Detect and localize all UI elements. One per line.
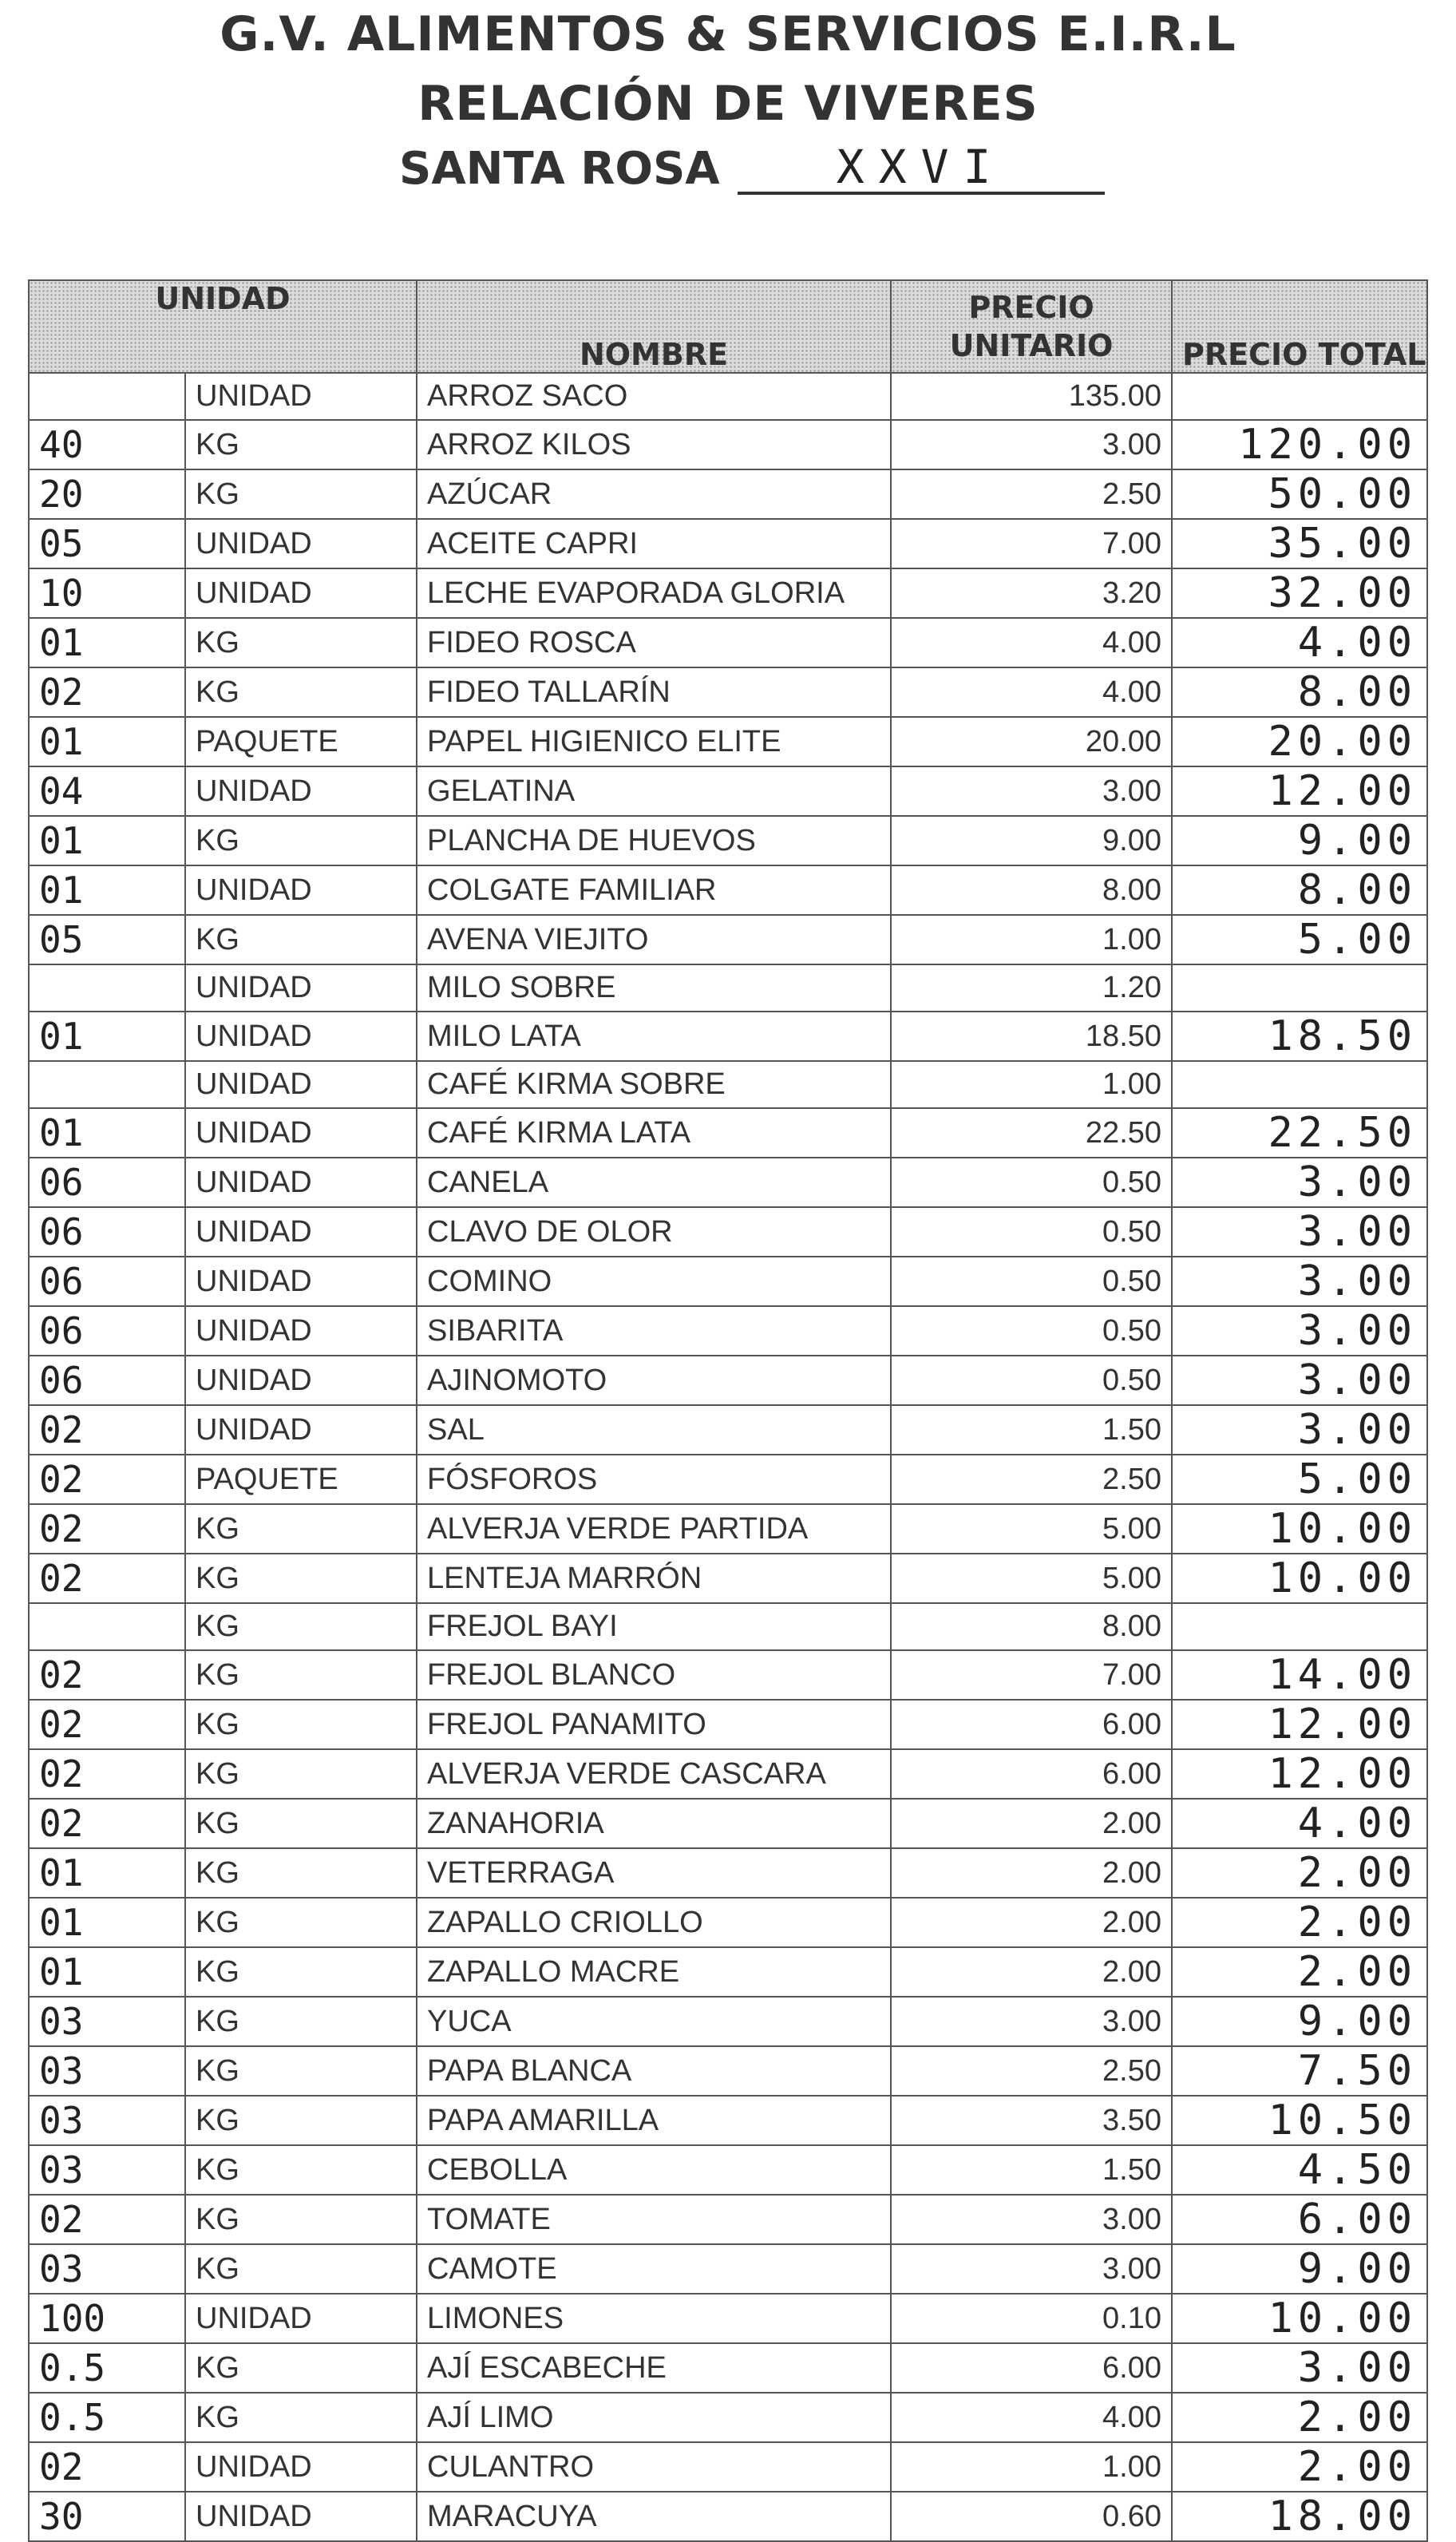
quantity-cell: 30: [29, 2492, 185, 2541]
quantity-cell: 0.5: [29, 2393, 185, 2442]
product-name-cell: CULANTRO: [417, 2442, 891, 2492]
table-row: [29, 2244, 1427, 2294]
unit-price-cell: 2.50: [891, 469, 1172, 519]
unit-cell: UNIDAD: [185, 1356, 417, 1405]
table-row: [29, 1405, 1427, 1455]
column-header-nombre: NOMBRE: [417, 280, 891, 373]
table-row: [29, 1207, 1427, 1257]
quantity-cell: 01: [29, 1898, 185, 1947]
total-price-cell: 12.00: [1172, 766, 1427, 816]
total-price-cell: 2.00: [1172, 1898, 1427, 1947]
table-row: [29, 667, 1427, 717]
unit-cell: UNIDAD: [185, 1061, 417, 1108]
product-name-cell: CEBOLLA: [417, 2145, 891, 2195]
unit-price-cell: 6.00: [891, 1700, 1172, 1749]
unit-cell: KG: [185, 420, 417, 469]
product-name-cell: LECHE EVAPORADA GLORIA: [417, 568, 891, 618]
table-body: [29, 373, 1427, 2541]
total-price-cell: 10.00: [1172, 1554, 1427, 1603]
total-price-cell: 3.00: [1172, 1158, 1427, 1207]
total-price-cell: 35.00: [1172, 519, 1427, 568]
product-name-cell: FREJOL PANAMITO: [417, 1700, 891, 1749]
unit-price-cell: 4.00: [891, 667, 1172, 717]
unit-price-cell: 0.50: [891, 1257, 1172, 1306]
unit-cell: UNIDAD: [185, 1108, 417, 1158]
location-value: XXVI: [738, 142, 1105, 195]
table-row: [29, 2393, 1427, 2442]
product-name-cell: CANELA: [417, 1158, 891, 1207]
product-name-cell: FIDEO TALLARÍN: [417, 667, 891, 717]
table-row: [29, 2442, 1427, 2492]
unit-cell: KG: [185, 2195, 417, 2244]
quantity-cell: 02: [29, 1700, 185, 1749]
table-header-row: [29, 280, 1427, 373]
product-name-cell: ARROZ SACO: [417, 373, 891, 420]
product-name-cell: FREJOL BLANCO: [417, 1650, 891, 1700]
table-row: [29, 2343, 1427, 2393]
unit-cell: KG: [185, 2393, 417, 2442]
unit-price-cell: 2.50: [891, 2046, 1172, 2096]
unit-cell: KG: [185, 2343, 417, 2393]
total-price-cell: 8.00: [1172, 667, 1427, 717]
table-row: [29, 420, 1427, 469]
quantity-cell: 40: [29, 420, 185, 469]
unit-price-cell: 2.50: [891, 1455, 1172, 1504]
unit-cell: UNIDAD: [185, 1207, 417, 1257]
product-name-cell: ZAPALLO CRIOLLO: [417, 1898, 891, 1947]
table-row: [29, 2195, 1427, 2244]
product-name-cell: AJÍ ESCABECHE: [417, 2343, 891, 2393]
table-row: [29, 568, 1427, 618]
total-price-cell: 9.00: [1172, 2244, 1427, 2294]
total-price-cell: 4.00: [1172, 1799, 1427, 1848]
unit-price-cell: 0.10: [891, 2294, 1172, 2343]
unit-price-cell: 3.00: [891, 1997, 1172, 2046]
column-header-precio-total: PRECIO TOTAL: [1172, 280, 1427, 373]
product-name-cell: AJINOMOTO: [417, 1356, 891, 1405]
unit-price-cell: 4.00: [891, 618, 1172, 667]
quantity-cell: 01: [29, 865, 185, 915]
total-price-cell: 4.50: [1172, 2145, 1427, 2195]
table-row: [29, 816, 1427, 865]
product-name-cell: COMINO: [417, 1257, 891, 1306]
unit-cell: PAQUETE: [185, 717, 417, 766]
unit-cell: UNIDAD: [185, 1306, 417, 1356]
unit-price-cell: 3.00: [891, 766, 1172, 816]
product-name-cell: GELATINA: [417, 766, 891, 816]
location-label: SANTA ROSA: [399, 143, 720, 195]
column-header-unidad: UNIDAD: [29, 280, 417, 373]
unit-cell: KG: [185, 2096, 417, 2145]
unit-price-cell: 0.50: [891, 1306, 1172, 1356]
company-name: G.V. ALIMENTOS & SERVICIOS E.I.R.L: [220, 6, 1236, 62]
quantity-cell: 03: [29, 2046, 185, 2096]
table-row: [29, 469, 1427, 519]
product-name-cell: PAPEL HIGIENICO ELITE: [417, 717, 891, 766]
product-name-cell: CAMOTE: [417, 2244, 891, 2294]
table-row: [29, 1749, 1427, 1799]
total-price-cell: 120.00: [1172, 420, 1427, 469]
total-price-cell: 14.00: [1172, 1650, 1427, 1700]
unit-cell: PAQUETE: [185, 1455, 417, 1504]
unit-cell: KG: [185, 1650, 417, 1700]
unit-cell: KG: [185, 2145, 417, 2195]
unit-price-cell: 22.50: [891, 1108, 1172, 1158]
table-row: [29, 2145, 1427, 2195]
unit-price-cell: 5.00: [891, 1504, 1172, 1554]
total-price-cell: 2.00: [1172, 1848, 1427, 1898]
unit-cell: UNIDAD: [185, 2492, 417, 2541]
total-price-cell: 18.00: [1172, 2492, 1427, 2541]
unit-price-cell: 6.00: [891, 2343, 1172, 2393]
quantity-cell: 02: [29, 667, 185, 717]
unit-price-cell: 2.00: [891, 1799, 1172, 1848]
quantity-cell: 05: [29, 519, 185, 568]
unit-cell: KG: [185, 2244, 417, 2294]
quantity-cell: 02: [29, 1749, 185, 1799]
quantity-cell: [29, 1061, 185, 1108]
product-name-cell: ACEITE CAPRI: [417, 519, 891, 568]
quantity-cell: [29, 373, 185, 420]
table-row: [29, 1158, 1427, 1207]
total-price-cell: 8.00: [1172, 865, 1427, 915]
product-name-cell: MILO SOBRE: [417, 964, 891, 1012]
unit-price-cell: 7.00: [891, 1650, 1172, 1700]
unit-cell: KG: [185, 1898, 417, 1947]
total-price-cell: 18.50: [1172, 1012, 1427, 1061]
table-row: [29, 717, 1427, 766]
table-row: [29, 1108, 1427, 1158]
unit-cell: UNIDAD: [185, 2442, 417, 2492]
product-name-cell: ALVERJA VERDE PARTIDA: [417, 1504, 891, 1554]
product-name-cell: AZÚCAR: [417, 469, 891, 519]
unit-price-cell: 5.00: [891, 1554, 1172, 1603]
table-row: [29, 2294, 1427, 2343]
product-name-cell: MILO LATA: [417, 1012, 891, 1061]
quantity-cell: 02: [29, 1554, 185, 1603]
quantity-cell: 01: [29, 618, 185, 667]
quantity-cell: 06: [29, 1306, 185, 1356]
unit-cell: KG: [185, 1997, 417, 2046]
total-price-cell: 3.00: [1172, 1405, 1427, 1455]
total-price-cell: 6.00: [1172, 2195, 1427, 2244]
unit-price-cell: 18.50: [891, 1012, 1172, 1061]
total-price-cell: 9.00: [1172, 1997, 1427, 2046]
unit-price-cell: 20.00: [891, 717, 1172, 766]
quantity-cell: 05: [29, 915, 185, 964]
unit-cell: KG: [185, 2046, 417, 2096]
unit-price-cell: 8.00: [891, 1603, 1172, 1650]
quantity-cell: 02: [29, 1455, 185, 1504]
unit-price-cell: 0.60: [891, 2492, 1172, 2541]
unit-cell: UNIDAD: [185, 865, 417, 915]
total-price-cell: 3.00: [1172, 1207, 1427, 1257]
quantity-cell: 01: [29, 1848, 185, 1898]
unit-cell: UNIDAD: [185, 1012, 417, 1061]
quantity-cell: 100: [29, 2294, 185, 2343]
unit-price-cell: 3.00: [891, 420, 1172, 469]
quantity-cell: 03: [29, 2244, 185, 2294]
product-name-cell: AJÍ LIMO: [417, 2393, 891, 2442]
location-line: [399, 142, 1105, 195]
total-price-cell: 22.50: [1172, 1108, 1427, 1158]
product-name-cell: LIMONES: [417, 2294, 891, 2343]
quantity-cell: 01: [29, 1108, 185, 1158]
product-name-cell: TOMATE: [417, 2195, 891, 2244]
total-price-cell: 10.00: [1172, 1504, 1427, 1554]
quantity-cell: 01: [29, 816, 185, 865]
column-header-precio-unitario: PRECIO UNITARIO: [891, 280, 1172, 373]
quantity-cell: 01: [29, 1947, 185, 1997]
unit-cell: KG: [185, 1504, 417, 1554]
quantity-cell: 01: [29, 1012, 185, 1061]
unit-cell: UNIDAD: [185, 1158, 417, 1207]
product-name-cell: CLAVO DE OLOR: [417, 1207, 891, 1257]
table-row: [29, 2492, 1427, 2541]
table-row: [29, 1306, 1427, 1356]
product-name-cell: ARROZ KILOS: [417, 420, 891, 469]
product-name-cell: AVENA VIEJITO: [417, 915, 891, 964]
unit-price-cell: 1.00: [891, 1061, 1172, 1108]
table-row: [29, 1012, 1427, 1061]
table-row: [29, 618, 1427, 667]
table-row: [29, 1848, 1427, 1898]
unit-cell: KG: [185, 618, 417, 667]
unit-cell: UNIDAD: [185, 766, 417, 816]
table-row: [29, 1799, 1427, 1848]
unit-price-cell: 3.00: [891, 2244, 1172, 2294]
total-price-cell: 4.00: [1172, 618, 1427, 667]
quantity-cell: 02: [29, 1405, 185, 1455]
unit-price-cell: 1.20: [891, 964, 1172, 1012]
total-price-cell: 10.00: [1172, 2294, 1427, 2343]
total-price-cell: 10.50: [1172, 2096, 1427, 2145]
table-row: [29, 766, 1427, 816]
unit-price-cell: 3.50: [891, 2096, 1172, 2145]
table-row: [29, 1997, 1427, 2046]
unit-cell: UNIDAD: [185, 2294, 417, 2343]
table-row: [29, 1947, 1427, 1997]
quantity-cell: [29, 1603, 185, 1650]
unit-price-cell: 135.00: [891, 373, 1172, 420]
product-name-cell: ZAPALLO MACRE: [417, 1947, 891, 1997]
total-price-cell: 2.00: [1172, 2393, 1427, 2442]
unit-cell: UNIDAD: [185, 519, 417, 568]
unit-price-cell: 1.50: [891, 1405, 1172, 1455]
unit-price-cell: 3.00: [891, 2195, 1172, 2244]
table-row: [29, 1603, 1427, 1650]
unit-cell: KG: [185, 1799, 417, 1848]
table-row: [29, 915, 1427, 964]
table-row: [29, 1650, 1427, 1700]
product-name-cell: PAPA AMARILLA: [417, 2096, 891, 2145]
quantity-cell: 02: [29, 1799, 185, 1848]
unit-cell: KG: [185, 1700, 417, 1749]
unit-price-cell: 0.50: [891, 1158, 1172, 1207]
unit-cell: KG: [185, 1947, 417, 1997]
total-price-cell: [1172, 373, 1427, 420]
product-name-cell: COLGATE FAMILIAR: [417, 865, 891, 915]
quantity-cell: [29, 964, 185, 1012]
unit-price-cell: 1.00: [891, 915, 1172, 964]
unit-cell: UNIDAD: [185, 373, 417, 420]
quantity-cell: 06: [29, 1158, 185, 1207]
total-price-cell: 5.00: [1172, 1455, 1427, 1504]
total-price-cell: 5.00: [1172, 915, 1427, 964]
unit-price-cell: 3.20: [891, 568, 1172, 618]
table-row: [29, 964, 1427, 1012]
product-name-cell: YUCA: [417, 1997, 891, 2046]
quantity-cell: 03: [29, 1997, 185, 2046]
product-name-cell: ALVERJA VERDE CASCARA: [417, 1749, 891, 1799]
product-name-cell: ZANAHORIA: [417, 1799, 891, 1848]
table-row: [29, 1898, 1427, 1947]
product-name-cell: PLANCHA DE HUEVOS: [417, 816, 891, 865]
unit-cell: UNIDAD: [185, 1257, 417, 1306]
total-price-cell: 3.00: [1172, 1257, 1427, 1306]
total-price-cell: 3.00: [1172, 1356, 1427, 1405]
total-price-cell: [1172, 1603, 1427, 1650]
product-name-cell: SAL: [417, 1405, 891, 1455]
unit-price-cell: 4.00: [891, 2393, 1172, 2442]
total-price-cell: 12.00: [1172, 1749, 1427, 1799]
product-name-cell: FÓSFOROS: [417, 1455, 891, 1504]
unit-price-cell: 2.00: [891, 1848, 1172, 1898]
quantity-cell: 03: [29, 2145, 185, 2195]
unit-cell: UNIDAD: [185, 568, 417, 618]
table-row: [29, 373, 1427, 420]
unit-price-cell: 2.00: [891, 1947, 1172, 1997]
quantity-cell: 02: [29, 2195, 185, 2244]
total-price-cell: 12.00: [1172, 1700, 1427, 1749]
table-row: [29, 2046, 1427, 2096]
product-name-cell: MARACUYA: [417, 2492, 891, 2541]
table-row: [29, 1554, 1427, 1603]
quantity-cell: 02: [29, 1650, 185, 1700]
product-name-cell: FIDEO ROSCA: [417, 618, 891, 667]
product-name-cell: VETERRAGA: [417, 1848, 891, 1898]
unit-cell: KG: [185, 1848, 417, 1898]
unit-cell: UNIDAD: [185, 964, 417, 1012]
total-price-cell: 3.00: [1172, 2343, 1427, 2393]
document-title: RELACIÓN DE VIVERES: [417, 76, 1039, 132]
quantity-cell: 06: [29, 1257, 185, 1306]
unit-price-cell: 9.00: [891, 816, 1172, 865]
quantity-cell: 10: [29, 568, 185, 618]
unit-price-cell: 1.00: [891, 2442, 1172, 2492]
quantity-cell: 04: [29, 766, 185, 816]
unit-price-cell: 0.50: [891, 1207, 1172, 1257]
total-price-cell: 2.00: [1172, 1947, 1427, 1997]
product-name-cell: PAPA BLANCA: [417, 2046, 891, 2096]
table-row: [29, 1504, 1427, 1554]
table-row: [29, 519, 1427, 568]
unit-price-cell: 1.50: [891, 2145, 1172, 2195]
unit-cell: KG: [185, 1603, 417, 1650]
unit-price-cell: 6.00: [891, 1749, 1172, 1799]
table-row: [29, 1700, 1427, 1749]
total-price-cell: 9.00: [1172, 816, 1427, 865]
total-price-cell: 50.00: [1172, 469, 1427, 519]
product-name-cell: FREJOL BAYI: [417, 1603, 891, 1650]
quantity-cell: 03: [29, 2096, 185, 2145]
unit-price-cell: 7.00: [891, 519, 1172, 568]
total-price-cell: 7.50: [1172, 2046, 1427, 2096]
product-name-cell: LENTEJA MARRÓN: [417, 1554, 891, 1603]
table-row: [29, 865, 1427, 915]
table-row: [29, 1257, 1427, 1306]
table-row: [29, 2096, 1427, 2145]
quantity-cell: 02: [29, 2442, 185, 2492]
table-row: [29, 1356, 1427, 1405]
total-price-cell: [1172, 1061, 1427, 1108]
total-price-cell: 2.00: [1172, 2442, 1427, 2492]
product-name-cell: SIBARITA: [417, 1306, 891, 1356]
product-name-cell: CAFÉ KIRMA SOBRE: [417, 1061, 891, 1108]
unit-price-cell: 8.00: [891, 865, 1172, 915]
total-price-cell: [1172, 964, 1427, 1012]
unit-cell: KG: [185, 915, 417, 964]
product-name-cell: CAFÉ KIRMA LATA: [417, 1108, 891, 1158]
unit-price-cell: 0.50: [891, 1356, 1172, 1405]
unit-price-cell: 2.00: [891, 1898, 1172, 1947]
unit-cell: KG: [185, 469, 417, 519]
quantity-cell: 06: [29, 1356, 185, 1405]
quantity-cell: 0.5: [29, 2343, 185, 2393]
unit-cell: KG: [185, 1749, 417, 1799]
total-price-cell: 3.00: [1172, 1306, 1427, 1356]
unit-cell: KG: [185, 816, 417, 865]
unit-cell: UNIDAD: [185, 1405, 417, 1455]
unit-cell: KG: [185, 667, 417, 717]
table-row: [29, 1061, 1427, 1108]
unit-cell: KG: [185, 1554, 417, 1603]
quantity-cell: 01: [29, 717, 185, 766]
quantity-cell: 20: [29, 469, 185, 519]
quantity-cell: 06: [29, 1207, 185, 1257]
quantity-cell: 02: [29, 1504, 185, 1554]
total-price-cell: 20.00: [1172, 717, 1427, 766]
total-price-cell: 32.00: [1172, 568, 1427, 618]
provisions-table: [28, 279, 1428, 2542]
table-row: [29, 1455, 1427, 1504]
